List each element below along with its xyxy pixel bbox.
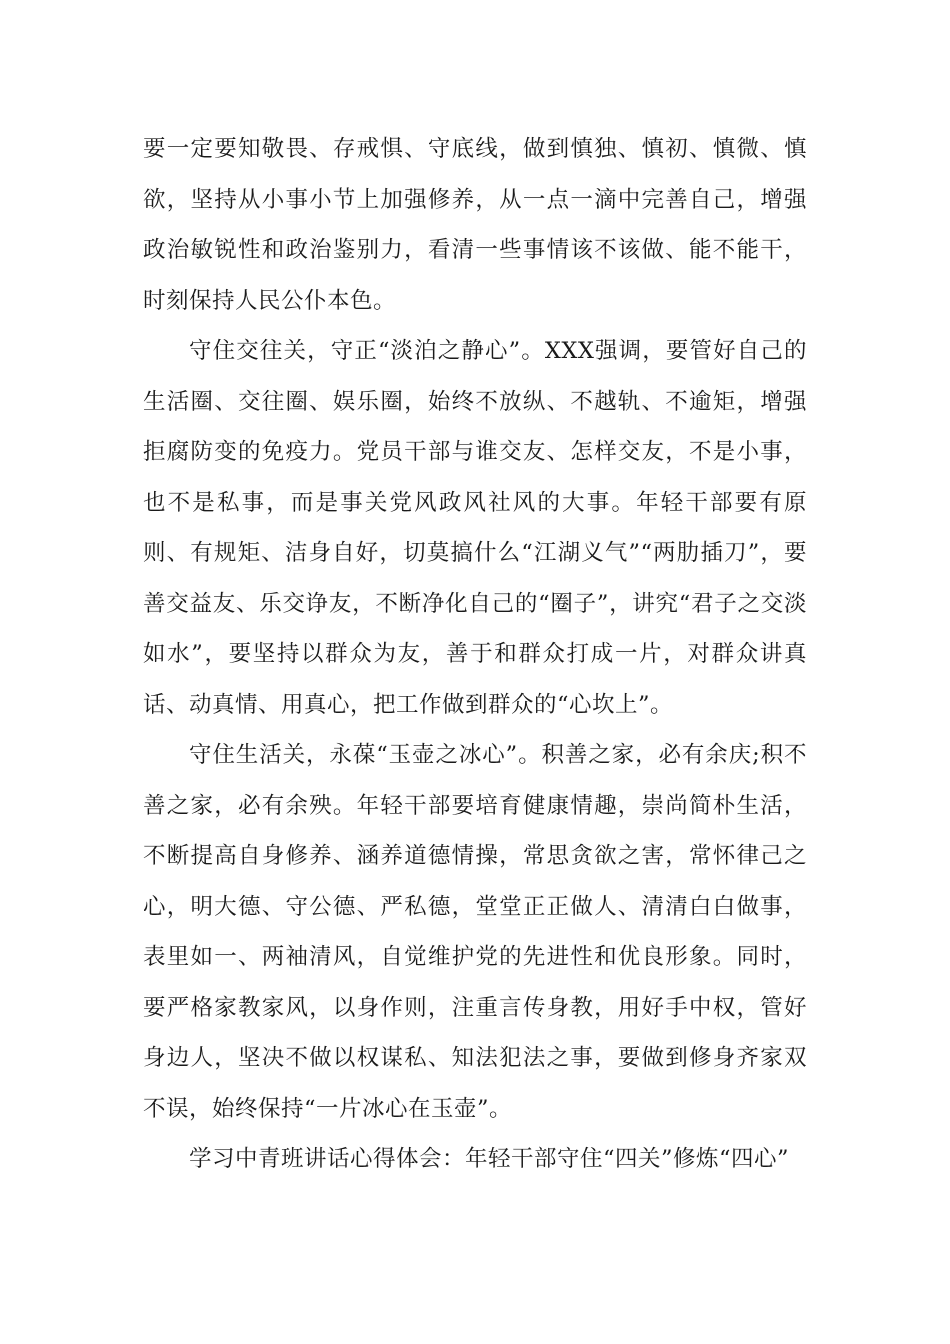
paragraph-social-relations: 守住交往关，守正“淡泊之静心”。XXX强调，要管好自己的生活圈、交往圈、娱乐圈，始终不放纵、不越轨、不逾矩，增强拒腐防变的免疫力。党员干部与谁交友、怎样交友，不是小事，也不是私事，而是事关党风政风社风的大事。年轻干部要有原则、有规矩、洁身自好，切莫搞什么“江湖义气”“两肋插刀”，要善交益友、乐交诤友，不断净化自己的“圈子”，讲究“君子之交淡如水”，要坚持以群众为友，善于和群众打成一片，对群众讲真话、动真情、用真心，把工作做到群众的“心坎上”。 (143, 338, 807, 718)
document-body (143, 124, 807, 1185)
paragraph-continued: 要一定要知敬畏、存戒惧、守底线，做到慎独、慎初、慎微、慎欲，坚持从小事小节上加强修养，从一点一滴中完善自己，增强政治敏锐性和政治鉴别力，看清一些事情该不该做、能不能干，时刻保持人民公仆本色。 (143, 136, 807, 314)
paragraph-life-conduct: 守住生活关，永葆“玉壶之冰心”。积善之家，必有余庆;积不善之家，必有余殃。年轻干部要培育健康情趣，崇尚简朴生活，不断提高自身修养、涵养道德情操，常思贪欲之害，常怀律己之心，明大德、守公德、严私德，堂堂正正做人、清清白白做事，表里如一、两袖清风，自觉维护党的先进性和优良形象。同时，要严格家教家风，以身作则，注重言传身教，用好手中权，管好身边人，坚决不做以权谋私、知法犯法之事，要做到修身齐家双不误，始终保持“一片冰心在玉壶”。 (143, 742, 807, 1122)
paragraph-article-title: 学习中青班讲话心得体会：年轻干部守住“四关”修炼“四心” (189, 1146, 790, 1172)
